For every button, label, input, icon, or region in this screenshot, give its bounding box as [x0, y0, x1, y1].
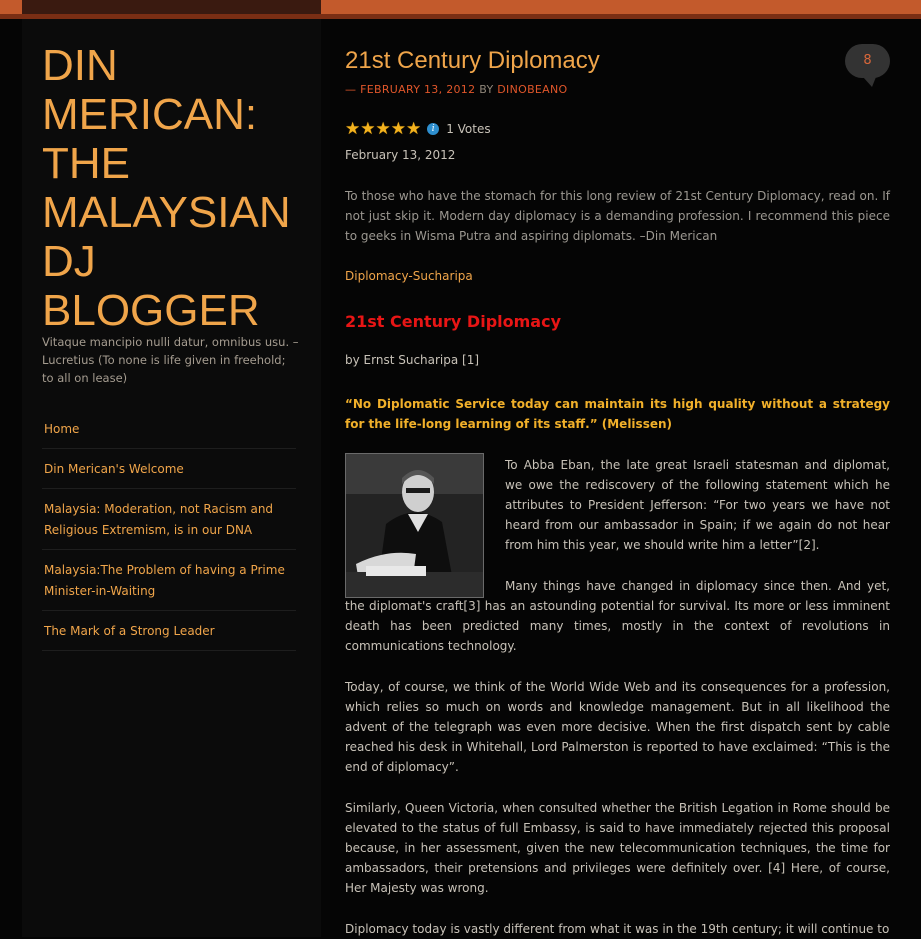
site-tagline: Vitaque mancipio nulli datur, omnibus usu. –Lucretius (To none is life given in freehold; to all on lease): [42, 335, 299, 385]
article-paragraph-1: To Abba Eban, the late great Israeli statesman and diplomat, we owe the rediscovery of the following statement which he attributes to President Jefferson: “For two years we have not heard from our ambassador in Spain; if we again do not hear from him this year, we should write him a letter”[2].: [505, 458, 890, 552]
article-paragraph-2: Many things have changed in diplomacy since then. And yet, the diplomat's craft[3] has an astounding potential for survival. Its more or less imminent death has been predicted many times, mostly in the context of revolutions in communications technology.: [345, 579, 890, 653]
post-meta-by: BY: [475, 83, 498, 96]
intro-paragraph: To those who have the stomach for this long review of 21st Century Diplomacy, read on. If not just skip it. Modern day diplomacy is a demanding profession. I recommend this piece to geeks in Wisma Putra and aspiring diplomats. –Din Merican: [345, 189, 890, 243]
article-paragraph-3: Today, of course, we think of the World Wide Web and its consequences for a profession, which relies so much on words and knowledge management. But in all likelihood the advent of the telegraph was even more decisive. When the first dispatch sent by cable reached his desk in Whitehall, Lord Palmerston is reported to have exclaimed: “This is the end of diplomacy”.: [345, 680, 890, 774]
sidebar-menu: [42, 409, 296, 651]
article-subtitle: 21st Century Diplomacy: [345, 312, 561, 331]
top-bar: [0, 0, 921, 19]
info-icon[interactable]: i: [427, 123, 439, 135]
menu-item-moderation: [42, 489, 296, 550]
post-date: February 13, 2012: [345, 148, 456, 162]
site-title[interactable]: DIN MERICAN: THE MALAYSIAN DJ BLOGGER: [42, 41, 291, 335]
menu-item-home: [42, 409, 296, 449]
post-meta-dash: —: [345, 83, 361, 96]
menu-link-moderation[interactable]: Malaysia: Moderation, not Racism and Religious Extremism, is in our DNA: [44, 502, 274, 537]
votes-count: 1 Votes: [446, 122, 491, 136]
star-rating-icons[interactable]: ★★★★★: [345, 119, 422, 139]
menu-link-pm-in-waiting[interactable]: Malaysia:The Problem of having a Prime Minister-in-Waiting: [44, 563, 285, 598]
article-paragraph-4: Similarly, Queen Victoria, when consulted whether the British Legation in Rome should be elevated to the status of full Embassy, is said to have immediately rejected this proposal because, in her assessment, given the new telecommunication techniques, the time for ambassadors, their pretensions and privileges were definitely over. [4] Here, of course, Her Majesty was wrong.: [345, 801, 890, 895]
post-meta: [345, 83, 567, 96]
comments-bubble[interactable]: 8: [845, 44, 890, 78]
sidebar: [22, 19, 321, 937]
menu-item-pm-in-waiting: [42, 550, 296, 611]
article-quote: “No Diplomatic Service today can maintain its high quality without a strategy for the life-long learning of its staff.” (Melissen): [345, 397, 890, 431]
diplomacy-sucharipa-link[interactable]: Diplomacy-Sucharipa: [345, 269, 473, 283]
menu-item-strong-leader: [42, 611, 296, 651]
menu-link-welcome[interactable]: Din Merican's Welcome: [44, 462, 184, 476]
article-byline: by Ernst Sucharipa [1]: [345, 353, 480, 367]
article-paragraph-5: Diplomacy today is vastly different from what it was in the 19th century; it will continue to: [345, 922, 890, 936]
menu-link-home[interactable]: Home: [44, 422, 80, 436]
post-title[interactable]: 21st Century Diplomacy: [345, 47, 600, 74]
rating-widget: [345, 119, 491, 139]
menu-item-welcome: [42, 449, 296, 489]
menu-link-strong-leader[interactable]: The Mark of a Strong Leader: [44, 624, 215, 638]
post-author-link[interactable]: DINOBEANO: [497, 83, 568, 96]
post-date-link[interactable]: FEBRUARY 13, 2012: [360, 83, 476, 96]
